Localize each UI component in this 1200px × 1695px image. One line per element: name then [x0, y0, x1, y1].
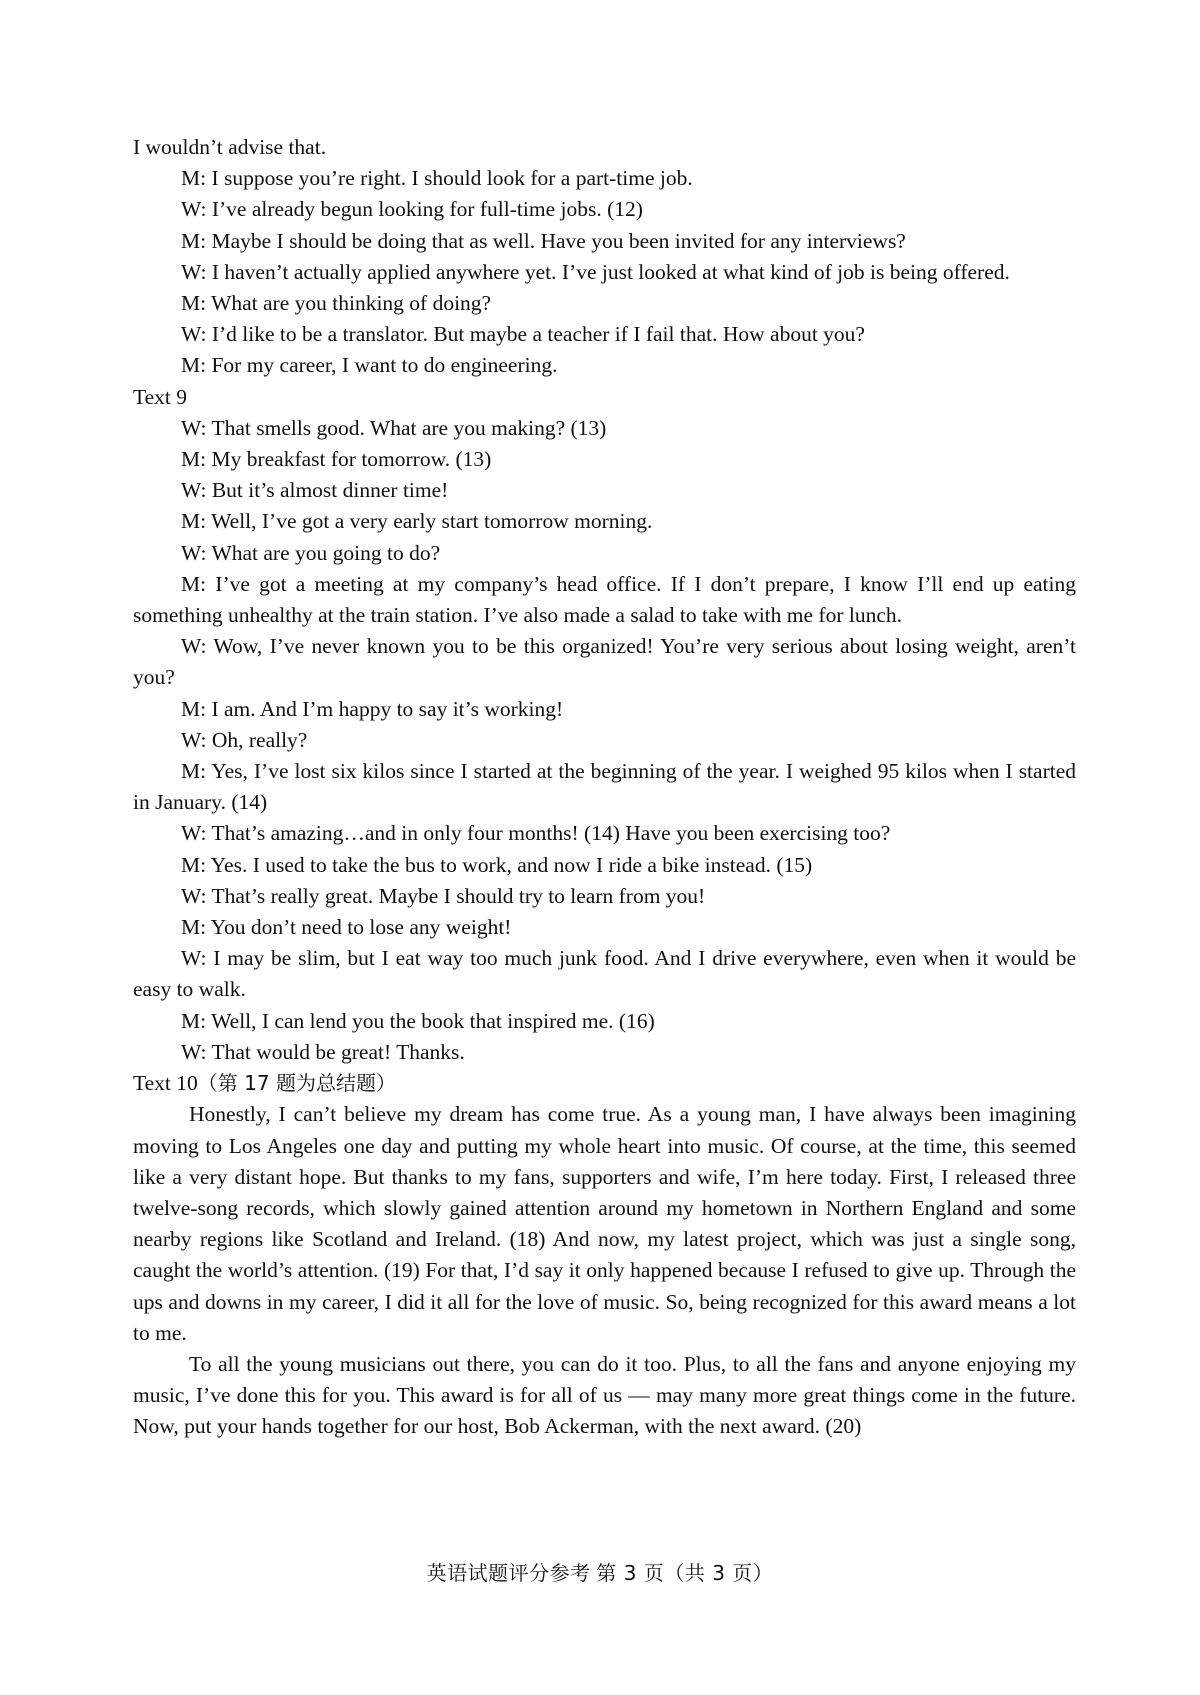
transcript-line: [133, 756, 1076, 818]
line-text: M: Yes, I’ve lost six kilos since I started at the beginning of the year. I weighed 95 kilos when I started in January. (14): [133, 759, 1076, 815]
transcript-line: [133, 1349, 1076, 1443]
transcript-line: [133, 475, 1076, 506]
transcript-line: [133, 569, 1076, 631]
section-heading: [133, 382, 1076, 413]
transcript-line: [133, 132, 1076, 163]
section-heading: [133, 1068, 1076, 1099]
line-text: W: But it’s almost dinner time!: [181, 478, 449, 503]
line-text: W: I’ve already begun looking for full-time jobs. (12): [181, 197, 643, 222]
line-text: M: Maybe I should be doing that as well. Have you been invited for any interviews?: [181, 228, 906, 253]
line-text: I wouldn’t advise that.: [133, 135, 327, 159]
line-text: M: I am. And I’m happy to say it’s working!: [181, 696, 564, 721]
line-text: W: I may be slim, but I eat way too much junk food. And I drive everywhere, even when it would be easy to walk.: [133, 946, 1076, 1002]
footer-title: 英语试题评分参考: [426, 1561, 591, 1585]
line-text: M: You don’t need to lose any weight!: [181, 915, 512, 940]
line-text: W: That smells good. What are you making? (13): [181, 415, 607, 440]
line-text: W: Oh, really?: [181, 727, 308, 752]
transcript-line: [133, 1006, 1076, 1037]
line-text: M: I’ve got a meeting at my company’s head office. If I don’t prepare, I know I’ll end up eating something unhealthy at the train station. I’ve also made a salad to take with me for lunch.: [133, 571, 1076, 628]
line-text: M: Well, I’ve got a very early start tomorrow morning.: [181, 509, 653, 534]
line-text: W: That’s really great. Maybe I should try to learn from you!: [181, 883, 706, 908]
transcript-line: [133, 538, 1076, 569]
transcript-line: [133, 506, 1076, 537]
line-text: Text 10: [133, 1071, 198, 1096]
transcript-line: [133, 444, 1076, 475]
line-text: M: For my career, I want to do engineering.: [181, 353, 558, 378]
line-text: W: I’d like to be a translator. But maybe a teacher if I fail that. How about you?: [181, 322, 865, 347]
transcript-line: [133, 163, 1076, 194]
line-text: Text 9: [133, 384, 188, 409]
transcript-line: [133, 818, 1076, 849]
line-text: M: I suppose you’re right. I should look for a part-time job.: [181, 166, 693, 191]
transcript-line: [133, 226, 1076, 257]
transcript-body: [133, 132, 1076, 1443]
line-text: M: My breakfast for tomorrow. (13): [181, 447, 492, 472]
line-text: W: That’s amazing…and in only four months! (14) Have you been exercising too?: [181, 821, 891, 846]
transcript-line: [133, 694, 1076, 725]
transcript-line: [133, 725, 1076, 756]
transcript-line: [133, 1099, 1076, 1349]
transcript-line: [133, 631, 1076, 693]
transcript-line: [133, 850, 1076, 881]
line-text: W: That would be great! Thanks.: [181, 1039, 465, 1064]
line-text: M: Yes. I used to take the bus to work, and now I ride a bike instead. (15): [181, 852, 813, 877]
footer-page-number: 第 3 页（共 3 页）: [596, 1561, 774, 1585]
line-text: M: Well, I can lend you the book that inspired me. (16): [181, 1008, 655, 1033]
page-footer: [0, 1557, 1200, 1586]
transcript-line: [133, 912, 1076, 943]
line-text: Honestly, I can’t believe my dream has come true. As a young man, I have always been imagining moving to Los Angeles one day and putting my whole heart into music. Of course, at the time, this seemed like a very distant hope. But thanks to my fans, supporters and wife, I’m here today. First, I released three twelve-song records, which slowly gained attention around my hometown in Northern England and some nearby regions like Scotland and Ireland. (18) And now, my latest project, which was just a single song, caught the world’s attention. (19) For that, I’d say it only happened because I refused to give up. Through the ups and downs in my career, I did it all for the love of music. So, being recognized for this award means a lot to me.: [133, 1102, 1076, 1345]
transcript-line: [133, 943, 1076, 1005]
line-text: W: Wow, I’ve never known you to be this organized! You’re very serious about losing weight, aren’t you?: [133, 634, 1076, 690]
transcript-line: [133, 350, 1076, 381]
line-text: M: What are you thinking of doing?: [181, 291, 492, 316]
transcript-line: [133, 1037, 1076, 1068]
transcript-line: [133, 881, 1076, 912]
line-text: W: I haven’t actually applied anywhere yet. I’ve just looked at what kind of job is being offered.: [181, 259, 1010, 284]
transcript-line: [133, 194, 1076, 225]
line-text: W: What are you going to do?: [181, 540, 441, 565]
transcript-line: [133, 319, 1076, 350]
transcript-line: [133, 257, 1076, 288]
transcript-line: [133, 413, 1076, 444]
section-note: （第 17 题为总结题）: [197, 1071, 396, 1096]
transcript-line: [133, 288, 1076, 319]
line-text: To all the young musicians out there, you can do it too. Plus, to all the fans and anyone enjoying my music, I’ve done this for you. This award is for all of us — may many more great things come in the future. Now, put your hands together for our host, Bob Ackerman, with the next award. (20): [133, 1351, 1076, 1439]
